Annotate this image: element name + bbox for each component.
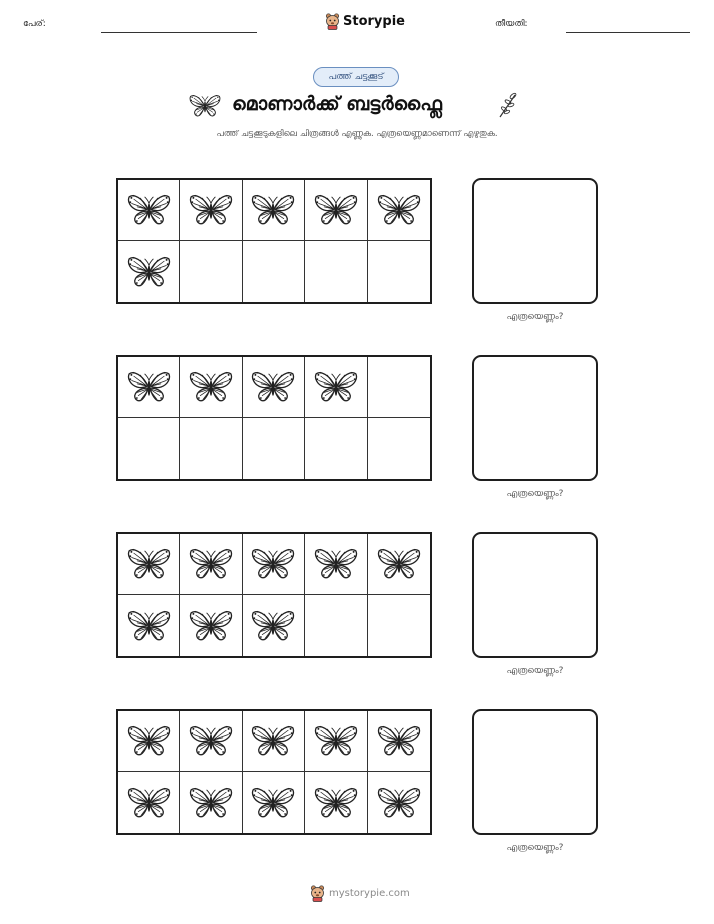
how-many-label: എത്രയെണ്ണം? bbox=[506, 489, 564, 499]
butterfly-icon bbox=[251, 192, 295, 228]
name-write-line[interactable] bbox=[101, 32, 257, 33]
ten-frame-cell bbox=[305, 711, 367, 772]
ten-frame-cell bbox=[368, 357, 430, 418]
footer-url[interactable]: mystorypie.com bbox=[329, 888, 410, 899]
how-many-label: എത്രയെണ്ണം? bbox=[506, 843, 564, 853]
butterfly-icon bbox=[127, 546, 171, 582]
ten-frame-cell bbox=[180, 595, 242, 656]
ten-frame-cell bbox=[305, 772, 367, 833]
name-label: പേര്: bbox=[23, 19, 46, 29]
butterfly-icon bbox=[377, 723, 421, 759]
butterfly-icon bbox=[314, 192, 358, 228]
ten-frame-cell bbox=[118, 534, 180, 595]
title-butterfly-graphic bbox=[189, 93, 221, 119]
butterfly-icon bbox=[314, 546, 358, 582]
butterfly-icon bbox=[377, 192, 421, 228]
instructions: പത്ത് ചട്ടക്കൂടുകളിലെ ചിത്രങ്ങൾ എണ്ണുക. എത്രയെണ്ണമാണെന്ന് എഴുതുക. bbox=[216, 129, 498, 139]
butterfly-icon bbox=[189, 93, 221, 119]
storypie-logo-icon bbox=[325, 13, 340, 30]
ten-frame-cell bbox=[118, 772, 180, 833]
butterfly-icon bbox=[189, 192, 233, 228]
ten-frame-cell bbox=[180, 241, 242, 302]
ten-frame bbox=[116, 355, 432, 481]
ten-frame-cell bbox=[243, 534, 305, 595]
how-many-label: എത്രയെണ്ണം? bbox=[506, 312, 564, 322]
ten-frame-cell bbox=[180, 357, 242, 418]
answer-box[interactable] bbox=[472, 709, 598, 835]
butterfly-icon bbox=[314, 785, 358, 821]
page-title: മൊണാർക്ക് ബട്ടർഫ്ലൈ bbox=[232, 93, 442, 115]
ten-frame-cell bbox=[368, 772, 430, 833]
how-many-label: എത്രയെണ്ണം? bbox=[506, 666, 564, 676]
ten-frame-cell bbox=[305, 357, 367, 418]
date-label: തീയതി: bbox=[495, 19, 528, 29]
brand-logo bbox=[325, 13, 405, 30]
butterfly-icon bbox=[189, 608, 233, 644]
butterfly-icon bbox=[189, 546, 233, 582]
brand-name: Storypie bbox=[343, 14, 405, 29]
ten-frame-cell bbox=[118, 357, 180, 418]
butterfly-icon bbox=[127, 369, 171, 405]
butterfly-icon bbox=[189, 369, 233, 405]
ten-frame-cell bbox=[305, 534, 367, 595]
ten-frame-cell bbox=[243, 180, 305, 241]
ten-frame-badge: പത്ത് ചട്ടക്കൂട് bbox=[313, 67, 399, 87]
ten-frame-cell bbox=[368, 711, 430, 772]
butterfly-icon bbox=[251, 369, 295, 405]
answer-box[interactable] bbox=[472, 355, 598, 481]
footer bbox=[310, 885, 410, 902]
ten-frame bbox=[116, 178, 432, 304]
butterfly-icon bbox=[189, 723, 233, 759]
butterfly-icon bbox=[251, 723, 295, 759]
ten-frame bbox=[116, 709, 432, 835]
butterfly-icon bbox=[377, 546, 421, 582]
butterfly-icon bbox=[127, 785, 171, 821]
butterfly-icon bbox=[251, 785, 295, 821]
date-write-line[interactable] bbox=[566, 32, 690, 33]
butterfly-icon bbox=[377, 785, 421, 821]
butterfly-icon bbox=[127, 723, 171, 759]
butterfly-icon bbox=[127, 608, 171, 644]
ten-frame-cell bbox=[118, 595, 180, 656]
ten-frame bbox=[116, 532, 432, 658]
ten-frame-cell bbox=[305, 418, 367, 479]
butterfly-icon bbox=[127, 192, 171, 228]
ten-frame-cell bbox=[180, 711, 242, 772]
ten-frame-cell bbox=[118, 711, 180, 772]
ten-frame-cell bbox=[243, 772, 305, 833]
butterfly-icon bbox=[314, 723, 358, 759]
ten-frame-cell bbox=[180, 180, 242, 241]
butterfly-icon bbox=[314, 369, 358, 405]
storypie-logo-icon bbox=[310, 885, 325, 902]
ten-frame-cell bbox=[368, 534, 430, 595]
ten-frame-cell bbox=[368, 418, 430, 479]
ten-frame-cell bbox=[243, 595, 305, 656]
ten-frame-cell bbox=[368, 595, 430, 656]
butterfly-icon bbox=[251, 546, 295, 582]
ten-frame-cell bbox=[243, 357, 305, 418]
ten-frame-cell bbox=[243, 711, 305, 772]
ten-frame-cell bbox=[368, 241, 430, 302]
ten-frame-cell bbox=[118, 180, 180, 241]
ten-frame-cell bbox=[305, 241, 367, 302]
butterfly-icon bbox=[189, 785, 233, 821]
butterfly-icon bbox=[251, 608, 295, 644]
ten-frame-cell bbox=[368, 180, 430, 241]
ten-frame-cell bbox=[180, 772, 242, 833]
butterfly-icon bbox=[127, 254, 171, 290]
ten-frame-cell bbox=[305, 595, 367, 656]
ten-frame-cell bbox=[118, 418, 180, 479]
milkweed-sprig-icon bbox=[497, 91, 519, 119]
answer-box[interactable] bbox=[472, 178, 598, 304]
ten-frame-cell bbox=[118, 241, 180, 302]
ten-frame-cell bbox=[180, 534, 242, 595]
ten-frame-cell bbox=[243, 418, 305, 479]
ten-frame-cell bbox=[180, 418, 242, 479]
answer-box[interactable] bbox=[472, 532, 598, 658]
ten-frame-cell bbox=[243, 241, 305, 302]
ten-frame-cell bbox=[305, 180, 367, 241]
